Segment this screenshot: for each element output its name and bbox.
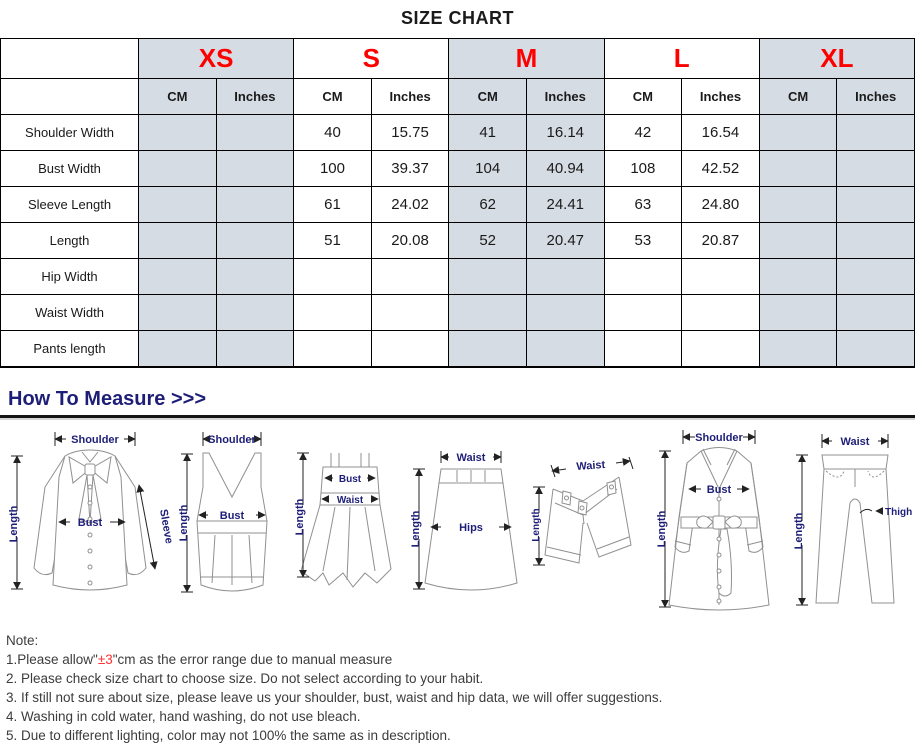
cell [294, 259, 372, 295]
note-line-3: 3. If still not sure about size, please leave us your shoulder, bust, waist and hip data, we will offer suggestions. [6, 690, 663, 705]
page-title: SIZE CHART [401, 8, 514, 28]
skirt-hips-label: Hips [459, 522, 483, 534]
cell [216, 115, 294, 151]
tank-top-bust-label: Bust [219, 510, 245, 522]
table-row-bust-width [1, 151, 915, 187]
table-row-pants-length [1, 331, 915, 368]
size-header-xs: XS [139, 39, 294, 79]
cell [837, 115, 915, 151]
size-header-row [1, 39, 915, 79]
table-row-length [1, 223, 915, 259]
unit-header-inches: Inches [371, 79, 449, 115]
coat-bust-label: Bust [706, 484, 732, 496]
size-header-xl: XL [759, 39, 914, 79]
cell [216, 223, 294, 259]
cell: 16.54 [682, 115, 760, 151]
cell: 24.41 [526, 187, 604, 223]
coat-outline [669, 448, 769, 611]
cell [837, 295, 915, 331]
measurement-figures [3, 425, 915, 620]
cell: 24.02 [371, 187, 449, 223]
cell [604, 259, 682, 295]
note-line-4: 4. Washing in cold water, hand washing, do not use bleach. [6, 709, 361, 724]
skirt-figure [409, 425, 521, 620]
cell [371, 295, 449, 331]
cell: 20.08 [371, 223, 449, 259]
row-label: Length [1, 223, 139, 259]
notes-section [6, 631, 915, 745]
cell: 41 [449, 115, 527, 151]
unit-header-row [1, 79, 915, 115]
corner-cell [1, 79, 139, 115]
error-range-value: ±3 [97, 652, 113, 667]
unit-header-inches: Inches [216, 79, 294, 115]
size-chart-table [0, 38, 915, 368]
unit-header-inches: Inches [682, 79, 760, 115]
cell [759, 187, 837, 223]
blouse-sleeve-label: Sleeve [157, 508, 175, 545]
row-label: Hip Width [1, 259, 139, 295]
cell [837, 259, 915, 295]
cell [216, 295, 294, 331]
cell: 104 [449, 151, 527, 187]
cell [759, 223, 837, 259]
blouse-figure [3, 425, 175, 620]
table-row-waist-width [1, 295, 915, 331]
table-row-hip-width [1, 259, 915, 295]
dress-figure [287, 425, 409, 620]
coat-length-label: Length [656, 510, 668, 548]
note-line-2: 2. Please check size chart to choose size. Do not select according to your habit. [6, 671, 484, 686]
cell [604, 295, 682, 331]
cell [294, 331, 372, 368]
cell [139, 259, 217, 295]
row-label: Waist Width [1, 295, 139, 331]
blouse-shoulder-label: Shoulder [71, 434, 119, 446]
divider-line-shadow [0, 418, 915, 420]
cell [837, 331, 915, 368]
size-header-s: S [294, 39, 449, 79]
size-header-l: L [604, 39, 759, 79]
cell: 63 [604, 187, 682, 223]
cell: 39.37 [371, 151, 449, 187]
cell: 16.14 [526, 115, 604, 151]
cell [759, 259, 837, 295]
row-label: Bust Width [1, 151, 139, 187]
cell [682, 331, 760, 368]
note-line-5: 5. Due to different lighting, color may not 100% the same as in description. [6, 728, 451, 743]
cell [139, 151, 217, 187]
cell: 24.80 [682, 187, 760, 223]
cell: 52 [449, 223, 527, 259]
note-title: Note: [6, 633, 39, 648]
row-label: Sleeve Length [1, 187, 139, 223]
shorts-outline [545, 477, 631, 563]
unit-header-inches: Inches [837, 79, 915, 115]
coat-shoulder-label: Shoulder [695, 432, 743, 444]
cell [682, 259, 760, 295]
cell: 42.52 [682, 151, 760, 187]
cell: 20.47 [526, 223, 604, 259]
unit-header-inches: Inches [526, 79, 604, 115]
row-label: Shoulder Width [1, 115, 139, 151]
cell [837, 223, 915, 259]
tank-top-shoulder-label: Shoulder [208, 434, 256, 446]
cell [837, 187, 915, 223]
cell [449, 331, 527, 368]
cell: 40 [294, 115, 372, 151]
cell [682, 295, 760, 331]
corner-cell [1, 39, 139, 79]
cell [139, 187, 217, 223]
cell: 61 [294, 187, 372, 223]
cell: 108 [604, 151, 682, 187]
cell [759, 331, 837, 368]
cell [526, 259, 604, 295]
cell [139, 331, 217, 368]
cell [139, 115, 217, 151]
pants-outline [816, 455, 894, 603]
unit-header-cm: CM [604, 79, 682, 115]
cell [139, 223, 217, 259]
cell: 42 [604, 115, 682, 151]
cell [216, 259, 294, 295]
tank-top-outline [197, 453, 267, 591]
cell [449, 295, 527, 331]
unit-header-cm: CM [449, 79, 527, 115]
unit-header-cm: CM [759, 79, 837, 115]
cell [216, 187, 294, 223]
cell [759, 115, 837, 151]
cell [216, 331, 294, 368]
pants-figure [788, 425, 913, 620]
shorts-waist-label: Waist [575, 459, 606, 474]
blouse-bust-label: Bust [77, 517, 103, 529]
cell: 51 [294, 223, 372, 259]
size-header-m: M [449, 39, 604, 79]
dress-length-label: Length [294, 498, 306, 536]
cell: 20.87 [682, 223, 760, 259]
unit-header-cm: CM [139, 79, 217, 115]
skirt-waist-label: Waist [456, 452, 486, 464]
cell [526, 331, 604, 368]
dress-waist-label: Waist [336, 495, 364, 506]
shorts-figure [521, 425, 643, 620]
pants-waist-label: Waist [840, 436, 870, 448]
tank-top-length-label: Length [178, 504, 190, 542]
cell [759, 151, 837, 187]
cell: 53 [604, 223, 682, 259]
cell: 15.75 [371, 115, 449, 151]
cell [294, 295, 372, 331]
coat-figure [643, 425, 788, 620]
blouse-length-label: Length [8, 505, 20, 543]
cell [371, 331, 449, 368]
row-label: Pants length [1, 331, 139, 368]
cell [449, 259, 527, 295]
cell [371, 259, 449, 295]
table-row-sleeve-length [1, 187, 915, 223]
cell: 100 [294, 151, 372, 187]
unit-header-cm: CM [294, 79, 372, 115]
pants-thigh-label: Thigh [885, 507, 913, 518]
cell: 62 [449, 187, 527, 223]
cell [604, 331, 682, 368]
shorts-length-label: Length [531, 508, 542, 542]
cell [837, 151, 915, 187]
table-row-shoulder-width [1, 115, 915, 151]
skirt-length-label: Length [410, 510, 422, 548]
cell: 40.94 [526, 151, 604, 187]
cell [759, 295, 837, 331]
cell [139, 295, 217, 331]
pants-length-label: Length [793, 512, 805, 550]
note-line-1: 1.Please allow"±3"cm as the error range due to manual measure [6, 652, 393, 667]
tank-top-figure [175, 425, 287, 620]
cell [216, 151, 294, 187]
dress-bust-label: Bust [338, 474, 362, 485]
cell [526, 295, 604, 331]
how-to-measure-heading: How To Measure >>> [8, 388, 207, 410]
